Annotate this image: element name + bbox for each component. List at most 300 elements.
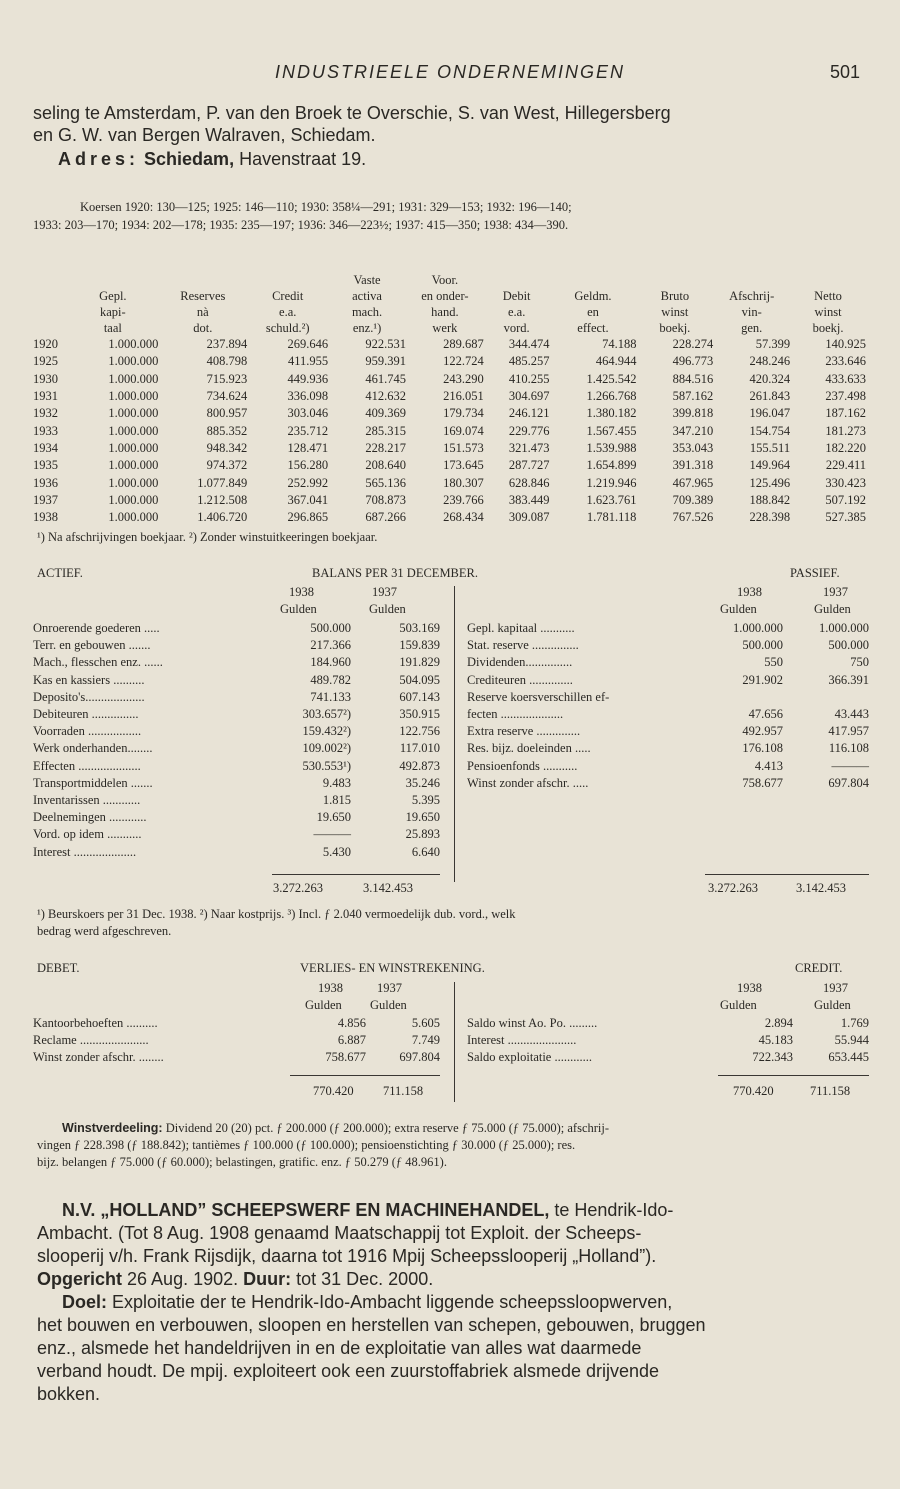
stats-value-cell: 169.074 <box>443 423 484 438</box>
passief-value-1: 1.000.000 <box>733 621 783 636</box>
stats-value-cell: 1.000.000 <box>108 423 159 438</box>
stats-value-cell: 1.000.000 <box>108 440 159 455</box>
stats-header <box>33 272 866 336</box>
actief-value-1: 530.553¹) <box>302 758 351 773</box>
passief-label: Res. bijz. doeleinden ..... <box>467 741 591 756</box>
stats-header-cell: e.a. <box>507 305 526 319</box>
stats-header-cell <box>33 272 67 288</box>
passief-value-2: 366.391 <box>828 672 869 687</box>
actief-row <box>33 826 440 843</box>
stats-value-cell: 285.315 <box>365 423 406 438</box>
stats-year-cell: 1936 <box>33 475 58 490</box>
actief-row <box>33 723 440 740</box>
debet-value-2: 697.804 <box>399 1050 440 1065</box>
address-line <box>58 149 366 170</box>
credit-value-1: 45.183 <box>758 1033 793 1048</box>
actief-value-2: 159.839 <box>399 638 440 653</box>
stats-value-cell: 237.498 <box>825 389 866 404</box>
stats-value-cell: 296.865 <box>287 510 329 525</box>
stats-value-cell: 383.449 <box>508 492 550 507</box>
doel-text-1: Exploitatie der te Hendrik-Ido-Ambacht liggende scheepssloopwerven, <box>107 1292 673 1312</box>
balans-footnote-1: ¹) Beurskoers per 31 Dec. 1938. ²) Naar kostprijs. ³) Incl. ƒ 2.040 vermoedelijk dub. vord., welk <box>37 907 516 921</box>
stats-value-cell: 628.846 <box>508 475 550 490</box>
actief-value-1: 9.483 <box>322 775 351 790</box>
stats-value-cell: 1.539.988 <box>586 440 637 455</box>
stats-value-cell: 367.041 <box>287 492 329 507</box>
stats-value-cell: 237.894 <box>206 337 248 352</box>
stats-value-cell: 1.000.000 <box>108 492 159 507</box>
stats-year-cell: 1933 <box>33 423 58 438</box>
passief-row <box>467 637 869 654</box>
passief-row <box>467 758 869 775</box>
stats-value-cell: 464.944 <box>595 354 637 369</box>
stats-header-cell <box>67 272 158 288</box>
stats-value-cell: 485.257 <box>508 354 550 369</box>
stats-value-cell: 188.842 <box>749 492 791 507</box>
stats-value-cell: 336.098 <box>287 389 329 404</box>
stats-header-cell: Bruto <box>660 289 690 303</box>
winstverdeeling-label: Winstverdeeling: <box>62 1121 163 1135</box>
stats-value-cell: 1.000.000 <box>108 458 159 473</box>
stats-header-cell: en <box>587 305 599 319</box>
debet-value-2: 5.605 <box>411 1016 440 1031</box>
vw-total-rule-left <box>290 1075 440 1076</box>
passief-value-1: 550 <box>764 655 783 670</box>
balans-passief-table <box>467 620 869 792</box>
actief-value-1: 109.002²) <box>302 741 351 756</box>
stats-value-cell: 1.000.000 <box>108 389 159 404</box>
stats-header-cell: en onder- <box>421 289 469 303</box>
stats-value-cell: 1.406.720 <box>197 510 248 525</box>
vw-credit-table <box>467 1015 869 1067</box>
stats-header-cell: Voor. <box>431 273 459 287</box>
stats-value-cell: 1.000.000 <box>108 354 159 369</box>
stats-header-cell: boekj. <box>812 321 844 335</box>
credit-label: Saldo exploitatie ............ <box>467 1050 592 1065</box>
stats-value-cell: 1.000.000 <box>108 371 159 386</box>
passief-value-2: 750 <box>850 655 869 670</box>
stats-value-cell: 269.646 <box>287 337 329 352</box>
stats-value-cell: 527.385 <box>825 510 866 525</box>
stats-value-cell: 391.318 <box>672 458 714 473</box>
company-line-1 <box>62 1199 673 1222</box>
stats-value-cell: 179.734 <box>443 406 484 421</box>
vw-divider <box>454 982 455 1102</box>
passief-value-1: 492.957 <box>742 724 783 739</box>
stats-value-cell: 347.210 <box>672 423 714 438</box>
stats-header-cell: dot. <box>193 321 213 335</box>
stats-value-cell: 734.624 <box>206 389 248 404</box>
stats-year-cell: 1932 <box>33 406 58 421</box>
doel-label: Doel: <box>62 1292 107 1312</box>
stats-value-cell: 461.745 <box>365 371 406 386</box>
balans-total-2-left: 3.142.453 <box>363 881 413 895</box>
credit-value-2: 653.445 <box>828 1050 869 1065</box>
stats-value-cell: 1.623.761 <box>586 492 637 507</box>
stats-value-cell: 125.496 <box>749 475 791 490</box>
actief-row <box>33 706 440 723</box>
stats-value-cell: 155.511 <box>749 440 791 455</box>
stats-header-cell <box>713 272 790 288</box>
actief-value-2: 191.829 <box>399 655 440 670</box>
stats-value-cell: 252.992 <box>287 475 329 490</box>
stats-header-cell: Reserves <box>180 289 226 303</box>
debet-label: Reclame ...................... <box>33 1033 149 1048</box>
debet-label: Kantoorbehoeften .......... <box>33 1016 158 1031</box>
vw-total-rule-right <box>718 1075 869 1076</box>
stats-value-cell: 228.217 <box>365 440 406 455</box>
stats-value-cell: 151.573 <box>443 440 484 455</box>
stats-value-cell: 243.290 <box>443 371 484 386</box>
balans-actief-table <box>33 620 440 861</box>
actief-value-1: 217.366 <box>310 638 351 653</box>
vw-debet-table <box>33 1015 440 1067</box>
stats-header-cell: werk <box>432 321 458 335</box>
stats-value-cell: 1.000.000 <box>108 475 159 490</box>
passief-row <box>467 672 869 689</box>
stats-row <box>33 509 866 526</box>
balans-unit-2-left: Gulden <box>369 602 406 616</box>
stats-value-cell: 180.307 <box>443 475 484 490</box>
stats-header-cell: Gepl. <box>99 289 127 303</box>
address-street: Havenstraat 19. <box>234 149 367 169</box>
stats-header-cell: schuld.²) <box>265 321 310 335</box>
passief-label: Extra reserve .............. <box>467 724 581 739</box>
stats-value-cell: 399.818 <box>672 406 714 421</box>
debet-value-1: 6.887 <box>337 1033 366 1048</box>
stats-row <box>33 405 866 422</box>
stats-value-cell: 196.047 <box>749 406 791 421</box>
stats-value-cell: 228.274 <box>672 337 714 352</box>
stats-header-cell <box>158 272 247 288</box>
stats-value-cell: 1.425.542 <box>586 371 637 386</box>
actief-value-1: 500.000 <box>310 621 351 636</box>
vw-title: VERLIES- EN WINSTREKENING. <box>300 961 485 975</box>
stats-value-cell: 289.687 <box>443 337 484 352</box>
passief-label: fecten .................... <box>467 707 564 722</box>
stats-year-cell: 1920 <box>33 337 58 352</box>
actief-row <box>33 775 440 792</box>
passief-value-1: 176.108 <box>742 741 783 756</box>
doel-line-4: verband houdt. De mpij. exploiteert ook een zuurstoffabriek alsmede drijvende <box>37 1361 660 1381</box>
actief-value-2: 350.915 <box>399 707 440 722</box>
vw-total-1-right: 770.420 <box>733 1084 774 1098</box>
stats-value-cell: 330.423 <box>825 475 866 490</box>
actief-value-2: 5.395 <box>411 792 440 807</box>
actief-label: Onroerende goederen ..... <box>33 621 160 636</box>
actief-label: Voorraden ................. <box>33 724 142 739</box>
passief-row <box>467 654 869 671</box>
balans-year-2-right: 1937 <box>823 585 848 599</box>
stats-header-cell <box>247 272 328 288</box>
stats-header-cell: e.a. <box>279 305 297 319</box>
stats-value-cell: 154.754 <box>749 423 791 438</box>
vw-year-2-right: 1937 <box>823 981 848 995</box>
balans-title: BALANS PER 31 DECEMBER. <box>312 566 478 580</box>
stats-value-cell: 959.391 <box>365 354 406 369</box>
stats-header-cell <box>33 288 67 304</box>
stats-value-cell: 449.936 <box>287 371 329 386</box>
stats-body <box>33 336 866 526</box>
address-label: Adres: <box>58 149 140 169</box>
actief-value-1: 19.650 <box>316 810 351 825</box>
actief-value-2: 504.095 <box>399 672 440 687</box>
actief-row <box>33 758 440 775</box>
actief-label: Interest .................... <box>33 844 137 859</box>
stats-row <box>33 457 866 474</box>
passief-label: Pensioenfonds ........... <box>467 758 578 773</box>
actief-value-1: 489.782 <box>310 672 351 687</box>
stats-value-cell: 922.531 <box>365 337 406 352</box>
vw-year-2-left: 1937 <box>377 981 402 995</box>
stats-year-cell: 1937 <box>33 492 58 507</box>
credit-row <box>467 1032 869 1049</box>
stats-value-cell: 229.411 <box>825 458 866 473</box>
passief-label: Winst zonder afschr. ..... <box>467 775 589 790</box>
stats-header-cell: hand. <box>431 305 459 319</box>
passief-value-2: 43.443 <box>834 707 869 722</box>
stats-value-cell: 208.640 <box>365 458 406 473</box>
stats-header-cell: nà <box>196 305 209 319</box>
doel-line-5: bokken. <box>37 1384 101 1404</box>
actief-label: Vord. op idem ........... <box>33 827 142 842</box>
passief-value-2: 417.957 <box>828 724 869 739</box>
stats-value-cell: 1.000.000 <box>108 406 159 421</box>
winstverdeeling-line-2: vingen ƒ 228.398 (ƒ 188.842); tantièmes ƒ 100.000 (ƒ 100.000); pensioenstichting ƒ 30.000 (ƒ 25.000); res. <box>37 1138 576 1152</box>
stats-value-cell: 709.389 <box>672 492 714 507</box>
running-header: INDUSTRIEELE ONDERNEMINGEN <box>274 62 626 82</box>
stats-value-cell: 433.633 <box>825 371 866 386</box>
stats-value-cell: 344.474 <box>508 337 550 352</box>
stats-value-cell: 974.372 <box>206 458 248 473</box>
stats-year-cell: 1931 <box>33 389 58 404</box>
stats-header-cell: winst <box>661 305 689 319</box>
actief-value-2: 19.650 <box>405 810 440 825</box>
vw-total-1-left: 770.420 <box>313 1084 354 1098</box>
vw-unit-2-right: Gulden <box>814 998 851 1012</box>
actief-label: Effecten .................... <box>33 758 141 773</box>
stats-value-cell: 687.266 <box>365 510 406 525</box>
stats-header-cell: Netto <box>814 289 842 303</box>
winstverdeeling-line-3: bijz. belangen ƒ 75.000 (ƒ 60.000); belastingen, gratific. enz. ƒ 50.279 (ƒ 48.961). <box>37 1155 447 1169</box>
stats-value-cell: 235.712 <box>287 423 329 438</box>
stats-header-cell: activa <box>352 289 382 303</box>
balans-passief-title: PASSIEF. <box>790 566 840 580</box>
stats-row <box>33 492 866 509</box>
passief-value-2: 116.108 <box>828 741 869 756</box>
stats-value-cell: 303.046 <box>287 406 329 421</box>
stats-value-cell: 122.724 <box>443 354 484 369</box>
stats-value-cell: 408.798 <box>206 354 248 369</box>
stats-value-cell: 948.342 <box>206 440 248 455</box>
actief-value-2: 35.246 <box>405 775 440 790</box>
actief-value-1: 303.657²) <box>302 707 351 722</box>
actief-row <box>33 672 440 689</box>
passief-label: Dividenden............... <box>467 655 573 670</box>
balans-unit-1-left: Gulden <box>280 602 317 616</box>
stats-value-cell: 239.766 <box>443 492 484 507</box>
debet-value-1: 4.856 <box>337 1016 366 1031</box>
stats-row <box>33 353 866 370</box>
stats-value-cell: 187.162 <box>825 406 866 421</box>
stats-header-cell <box>790 272 866 288</box>
opgericht-value: 26 Aug. 1902. <box>122 1269 239 1289</box>
actief-label: Transportmiddelen ....... <box>33 775 153 790</box>
actief-value-2: 117.010 <box>399 741 440 756</box>
balans-total-rule-right <box>705 874 869 875</box>
stats-value-cell: 74.188 <box>602 337 637 352</box>
stats-header-cell: Geldm. <box>574 289 612 303</box>
winstverdeeling-text-1: Dividend 20 (20) pct. ƒ 200.000 (ƒ 200.000); extra reserve ƒ 75.000 (ƒ 75.000); afschrij- <box>162 1121 610 1135</box>
doel-line-3: enz., alsmede het handeldrijven in en de exploitatie van alles wat daarmede <box>37 1338 642 1358</box>
passief-value-2: ——— <box>831 758 869 773</box>
credit-row <box>467 1049 869 1066</box>
stats-value-cell: 507.192 <box>825 492 866 507</box>
winstverdeeling-line-1 <box>62 1120 609 1136</box>
company-line-2: Ambacht. (Tot 8 Aug. 1908 genaamd Maatschappij tot Exploit. der Scheeps- <box>37 1223 642 1243</box>
stats-value-cell: 410.255 <box>508 371 550 386</box>
actief-label: Kas en kassiers .......... <box>33 672 145 687</box>
stats-row <box>33 422 866 439</box>
actief-label: Deelnemingen ............ <box>33 810 147 825</box>
company-founded-line <box>37 1268 433 1291</box>
debet-value-1: 758.677 <box>325 1050 366 1065</box>
stats-value-cell: 309.087 <box>508 510 550 525</box>
intro-line-2: en G. W. van Bergen Walraven, Schiedam. <box>33 125 376 145</box>
stats-header-cell: gen. <box>741 321 763 335</box>
stats-value-cell: 261.843 <box>749 389 791 404</box>
stats-value-cell: 767.526 <box>672 510 714 525</box>
actief-label: Werk onderhanden........ <box>33 741 153 756</box>
stats-header-cell: Credit <box>272 289 304 303</box>
passief-row <box>467 723 869 740</box>
stats-value-cell: 246.121 <box>508 406 550 421</box>
company-location: te Hendrik-Ido- <box>549 1200 674 1220</box>
balans-total-1-right: 3.272.263 <box>708 881 758 895</box>
credit-value-2: 1.769 <box>840 1016 869 1031</box>
stats-value-cell: 708.873 <box>365 492 406 507</box>
duur-value: tot 31 Dec. 2000. <box>291 1269 434 1289</box>
balans-divider <box>454 586 455 882</box>
passief-value-1: 4.413 <box>754 758 783 773</box>
actief-label: Inventarissen ............ <box>33 792 141 807</box>
doel-line-2: het bouwen en verbouwen, sloopen en herstellen van schepen, gebouwen, bruggen <box>37 1315 706 1335</box>
debet-row <box>33 1015 440 1032</box>
stats-value-cell: 156.280 <box>287 458 329 473</box>
stats-header-cell <box>33 320 67 336</box>
stats-header-cell <box>33 304 67 320</box>
stats-value-cell: 1.266.768 <box>586 389 637 404</box>
stats-row <box>33 440 866 457</box>
stats-value-cell: 181.273 <box>825 423 866 438</box>
stats-year-cell: 1935 <box>33 458 58 473</box>
stats-value-cell: 1.212.508 <box>197 492 248 507</box>
actief-label: Debiteuren ............... <box>33 707 139 722</box>
actief-value-2: 503.169 <box>399 621 440 636</box>
balans-unit-1-right: Gulden <box>720 602 757 616</box>
actief-value-2: 25.893 <box>405 827 440 842</box>
stats-value-cell: 233.646 <box>825 354 866 369</box>
stats-value-cell: 412.632 <box>365 389 406 404</box>
stats-value-cell: 140.925 <box>825 337 866 352</box>
vw-year-1-right: 1938 <box>737 981 762 995</box>
passief-label: Reserve koersverschillen ef- <box>467 689 610 704</box>
vw-total-2-left: 711.158 <box>383 1084 424 1098</box>
stats-year-cell: 1938 <box>33 510 58 525</box>
stats-header-cell: vin- <box>741 305 762 319</box>
credit-value-1: 2.894 <box>764 1016 793 1031</box>
passief-row <box>467 689 869 706</box>
passief-label: Crediteuren .............. <box>467 672 573 687</box>
stats-value-cell: 228.398 <box>749 510 791 525</box>
stats-value-cell: 715.923 <box>206 371 248 386</box>
vw-year-1-left: 1938 <box>318 981 343 995</box>
passief-row <box>467 740 869 757</box>
stats-header-row <box>33 288 866 304</box>
stats-value-cell: 1.567.455 <box>586 423 637 438</box>
actief-row <box>33 809 440 826</box>
actief-row <box>33 843 440 860</box>
stats-row <box>33 388 866 405</box>
passief-value-2: 1.000.000 <box>819 621 869 636</box>
balans-total-rule-left <box>272 874 440 875</box>
stats-value-cell: 1.219.946 <box>586 475 637 490</box>
koersen-line-1: Koersen 1920: 130—125; 1925: 146—110; 1930: 358¼—291; 1931: 329—153; 1932: 196—140; <box>80 200 572 214</box>
balans-unit-2-right: Gulden <box>814 602 851 616</box>
stats-value-cell: 229.776 <box>508 423 550 438</box>
credit-row <box>467 1015 869 1032</box>
stats-value-cell: 1.380.182 <box>586 406 637 421</box>
stats-value-cell: 496.773 <box>672 354 714 369</box>
stats-header-cell: kapi- <box>100 305 126 319</box>
stats-value-cell: 182.220 <box>825 440 866 455</box>
stats-header-cell <box>484 272 550 288</box>
actief-value-1: 184.960 <box>310 655 351 670</box>
stats-year-cell: 1930 <box>33 371 58 386</box>
stats-value-cell: 467.965 <box>672 475 714 490</box>
actief-value-2: 607.143 <box>399 689 440 704</box>
stats-header-cell: Afschrij- <box>729 289 775 303</box>
balans-year-1-left: 1938 <box>289 585 314 599</box>
debet-value-2: 7.749 <box>411 1033 440 1048</box>
stats-value-cell: 1.781.118 <box>586 510 637 525</box>
passief-label: Stat. reserve ............... <box>467 638 579 653</box>
balans-footnote-2: bedrag werd afgeschreven. <box>37 924 172 938</box>
stats-value-cell: 885.352 <box>206 423 248 438</box>
stats-table <box>33 272 866 526</box>
stats-header-cell <box>550 272 637 288</box>
actief-value-1: ——— <box>313 827 351 842</box>
stats-header-cell: Debit <box>502 289 531 303</box>
stats-value-cell: 884.516 <box>672 371 714 386</box>
stats-row <box>33 474 866 491</box>
address-city: Schiedam, <box>144 149 235 169</box>
opgericht-label: Opgericht <box>37 1269 123 1289</box>
balans-total-1-left: 3.272.263 <box>273 881 323 895</box>
stats-header-cell: vord. <box>503 321 530 335</box>
actief-label: Mach., flesschen enz. ...... <box>33 655 163 670</box>
stats-value-cell: 1.000.000 <box>108 337 159 352</box>
stats-value-cell: 420.324 <box>749 371 791 386</box>
stats-value-cell: 173.645 <box>443 458 484 473</box>
balans-year-2-left: 1937 <box>372 585 397 599</box>
actief-value-2: 122.756 <box>399 724 440 739</box>
stats-value-cell: 128.471 <box>287 440 329 455</box>
passief-value-2: 500.000 <box>828 638 869 653</box>
stats-value-cell: 287.727 <box>508 458 550 473</box>
stats-value-cell: 1.077.849 <box>197 475 248 490</box>
actief-label: Deposito's................... <box>33 689 145 704</box>
